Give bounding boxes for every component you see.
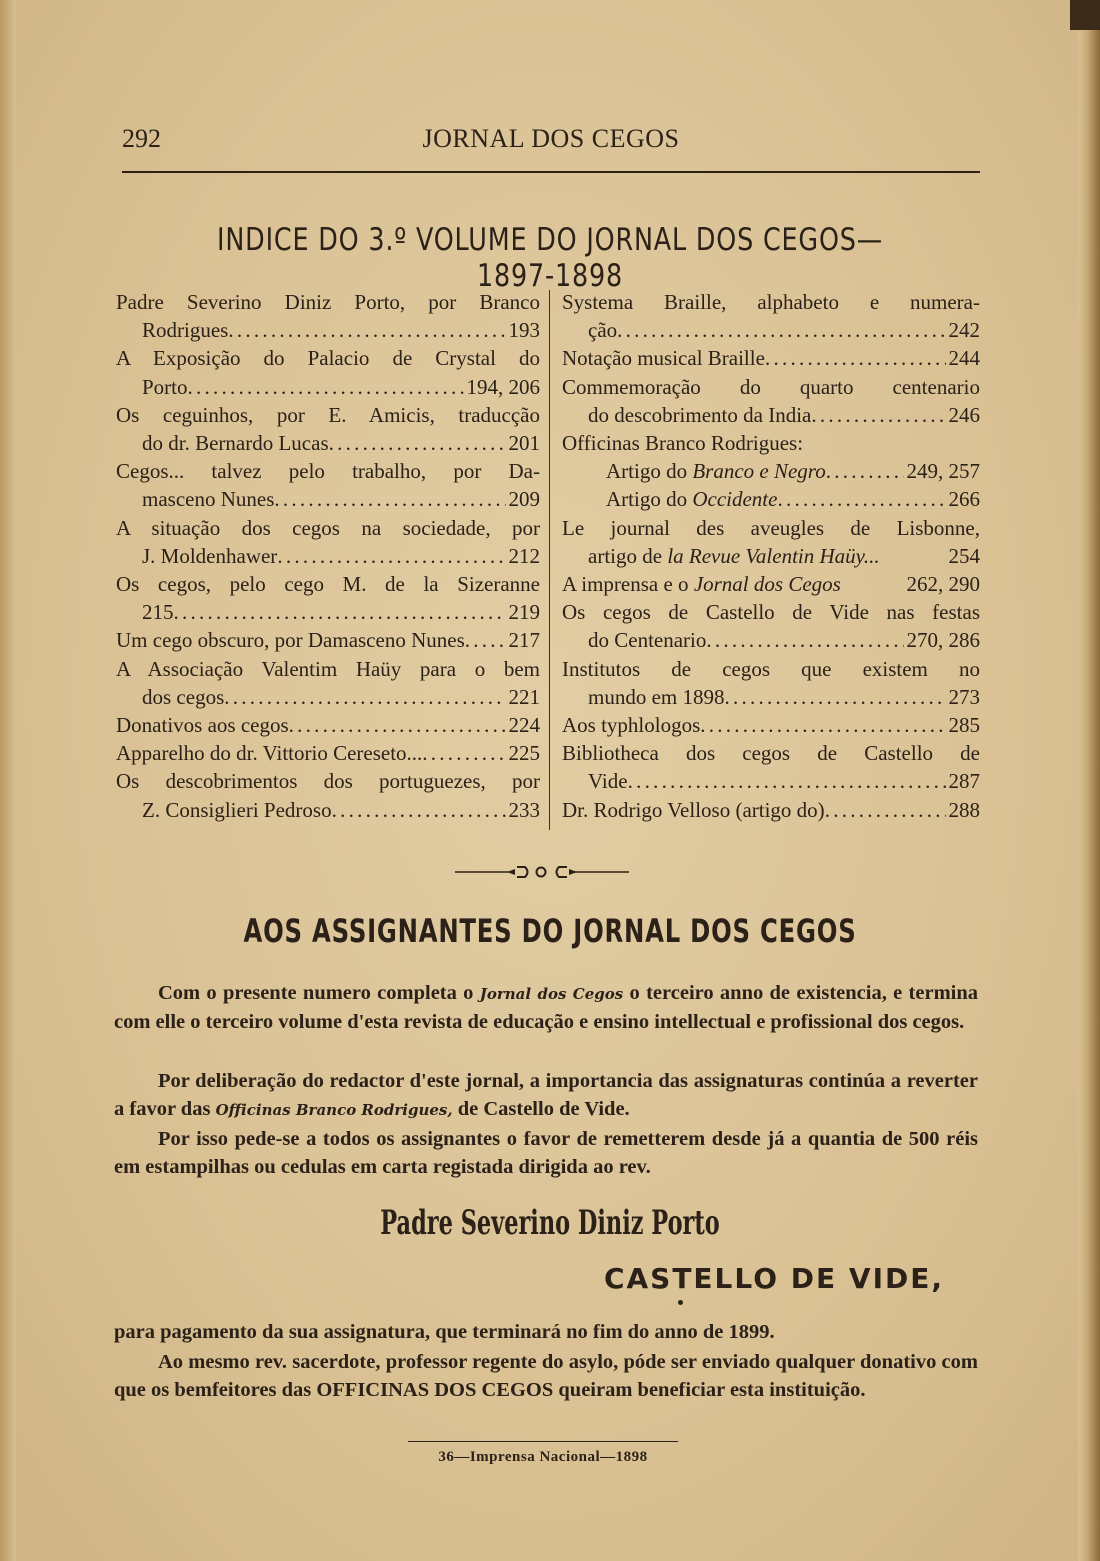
page-ref: 221 [508, 684, 540, 709]
notice-title: AOS ASSIGNANTES DO JORNAL DOS CEGOS [243, 912, 857, 950]
addressee-name: Padre Severino Diniz Porto [380, 1203, 720, 1243]
page-ref: 193 [508, 318, 540, 343]
entry-italic-title: Branco e Negro [692, 459, 826, 484]
print-mark [678, 1300, 683, 1305]
page-edge-right [1078, 0, 1100, 1561]
entry-line: Donativos aos cegos [116, 713, 289, 738]
entry-line: Officinas Branco Rodrigues: [562, 431, 804, 456]
index-entry [116, 401, 540, 457]
entry-line: Os descobrimentos dos portuguezes, por [116, 769, 540, 794]
dot-leader [277, 542, 505, 570]
page-ref: 217 [508, 628, 540, 653]
entry-line: do dr. Bernardo Lucas [142, 431, 329, 456]
entry-line: Dr. Rodrigo Velloso (artigo do) [562, 797, 825, 822]
page-ref: 225 [508, 741, 540, 766]
entry-italic-title: la Revue Valentin Haüy... [667, 543, 880, 568]
page-ref: 249, 257 [906, 459, 980, 484]
entry-line: Cegos... talvez pelo trabalho, por Da- [116, 459, 540, 484]
entry-line: A Exposição do Palacio de Crystal do [116, 346, 540, 371]
paragraph-text: Com o presente numero completa o [158, 982, 480, 1004]
entry-line: Os ceguinhos, por E. Amicis, traducção [116, 402, 540, 427]
paragraph-text: o terceiro anno de existencia, e termina com elle o terceiro volume d'esta revista de educação e ensino intellectual e profissional dos cegos. [114, 982, 978, 1033]
dot-leader [825, 796, 946, 824]
index-entry [562, 288, 980, 344]
paragraph-text: de Castello de Vide. [452, 1098, 630, 1120]
index-entry [562, 711, 980, 739]
page-ref: 254 [948, 543, 980, 568]
index-entry [116, 514, 540, 570]
notice-paragraph [114, 979, 978, 1036]
entry-line: do descobrimento da India [588, 402, 812, 427]
notice-paragraph [114, 1067, 978, 1124]
page-ref: 266 [948, 487, 980, 512]
journal-title-italic: Jornal dos Cegos [479, 985, 624, 1003]
dot-leader [617, 316, 945, 344]
ornament-divider [455, 862, 629, 882]
notice-paragraph: Por isso pede-se a todos os assignantes o favor de remetterem desde já a quantia de 500 réis em estampilhas ou cedulas em carta registada dirigida ao rev. [114, 1128, 978, 1178]
entry-line: A Associação Valentim Haüy para o bem [116, 656, 540, 681]
index-entry [562, 796, 980, 824]
entry-line: Padre Severino Diniz Porto, por Branco [116, 290, 540, 314]
page-ref: 285 [948, 713, 980, 738]
index-entry [116, 626, 540, 654]
entry-text: A imprensa e o [562, 572, 694, 597]
index-entry [562, 514, 980, 570]
dot-leader [224, 683, 505, 711]
page-number: 292 [122, 124, 161, 153]
page-ref: 224 [508, 713, 540, 738]
entry-line: do Centenario [588, 628, 707, 653]
dot-leader [765, 344, 946, 372]
paragraph-text: Por deliberação do redactor d'este jornal, a importancia das assignaturas continúa a reverter a favor das [114, 1070, 978, 1120]
dot-leader [329, 429, 506, 457]
index-right-column [562, 288, 980, 824]
index-entry [116, 655, 540, 711]
index-entry [562, 373, 980, 429]
entry-line: Commemoração do quarto centenario [562, 374, 980, 399]
index-entry [116, 570, 540, 626]
dot-leader [725, 683, 946, 711]
page-corner [1070, 0, 1100, 30]
dot-leader [811, 401, 945, 429]
dot-leader [228, 316, 505, 344]
page-ref: 201 [508, 431, 540, 456]
dot-leader [777, 485, 945, 513]
entry-text: artigo de [588, 543, 668, 568]
page-edge-left [0, 0, 16, 1561]
entry-line: mundo em 1898 [588, 684, 725, 709]
officinas-italic: Officinas Branco Rodrigues, [215, 1101, 453, 1119]
entry-line: Os cegos, pelo cego M. de la Sizeranne [116, 572, 540, 597]
index-entry [116, 767, 540, 823]
entry-line: Institutos de cegos que existem no [562, 656, 980, 681]
running-head [122, 124, 980, 158]
entry-line: Os cegos de Castello de Vide nas festas [562, 600, 980, 625]
entry-text: Artigo do [606, 487, 693, 512]
page-ref: 270, 286 [906, 628, 980, 653]
dot-leader [188, 373, 464, 401]
dot-leader [706, 626, 903, 654]
page-ref: 219 [508, 600, 540, 625]
page-ref: 233 [508, 797, 540, 822]
index-entry [116, 288, 540, 344]
index-entry [562, 739, 980, 795]
index-entry [116, 457, 540, 513]
page-ref: 244 [948, 346, 980, 371]
entry-line: 215 [142, 600, 174, 625]
index-entry [562, 570, 980, 598]
imprint-line: 36—Imprensa Nacional—1898 [438, 1449, 648, 1465]
index-entry [562, 344, 980, 372]
addressee-city: CASTELLO DE VIDE, [603, 1262, 944, 1295]
entry-line: Aos typhlologos [562, 713, 701, 738]
entry-line: Le journal des aveugles de Lisbonne, [562, 515, 980, 540]
dot-leader [422, 739, 505, 767]
index-entry [116, 739, 540, 767]
entry-line: Um cego obscuro, por Damasceno Nunes [116, 628, 465, 653]
entry-italic-title: Occidente [692, 487, 778, 512]
entry-line: Z. Consiglieri Pedroso [142, 797, 332, 822]
page-ref: 242 [948, 318, 980, 343]
page-ref: 246 [948, 402, 980, 427]
index-subentry [562, 485, 980, 513]
header-rule [122, 171, 980, 173]
page-ref: 194, 206 [466, 374, 540, 399]
page-ref: 212 [508, 543, 540, 568]
entry-line: dos cegos [142, 684, 225, 709]
entry-line: J. Moldenhawer [142, 543, 278, 568]
column-divider [549, 290, 550, 830]
page-ref: 273 [948, 684, 980, 709]
index-left-column [116, 288, 540, 824]
entry-line: Vide [588, 769, 628, 794]
page-ref: 262, 290 [906, 572, 980, 597]
footer-rule [408, 1441, 678, 1442]
index-subentry [562, 457, 980, 485]
notice-paragraph: Ao mesmo rev. sacerdote, professor regente do asylo, póde ser enviado qualquer donativo com que os bemfeitores das OFFICINAS DOS CEGOS queiram beneficiar esta instituição. [114, 1351, 978, 1401]
index-entry [116, 711, 540, 739]
entry-line: Notação musical Braille [562, 346, 765, 371]
dot-leader [700, 711, 945, 739]
entry-line: Bibliotheca dos cegos de Castello de [562, 741, 980, 766]
entry-line: ção [588, 318, 618, 343]
page-ref: 288 [948, 797, 980, 822]
entry-line: Systema Braille, alphabeto e numera- [562, 290, 980, 314]
entry-text: Artigo do [606, 459, 693, 484]
entry-line: Apparelho do dr. Vittorio Cereseto... [116, 741, 423, 766]
entry-line: A situação dos cegos na sociedade, por [116, 515, 540, 540]
index-entry [562, 429, 980, 457]
entry-line: Porto [142, 374, 188, 399]
notice-paragraph: para pagamento da sua assignatura, que terminará no fim do anno de 1899. [114, 1321, 775, 1343]
entry-line: masceno Nunes [142, 487, 275, 512]
dot-leader [332, 796, 506, 824]
page-ref: 209 [508, 487, 540, 512]
index-entry [562, 598, 980, 654]
entry-italic-title: Jornal dos Cegos [693, 572, 841, 597]
journal-name: JORNAL DOS CEGOS [422, 124, 680, 153]
entry-line: Rodrigues [142, 318, 229, 343]
page-ref: 287 [948, 769, 980, 794]
dot-leader [628, 767, 946, 795]
index-entry [562, 655, 980, 711]
dot-leader [465, 626, 506, 654]
dot-leader [174, 598, 506, 626]
dot-leader [274, 485, 505, 513]
dot-leader [289, 711, 506, 739]
index-title: INDICE DO 3.º VOLUME DO JORNAL DOS CEGOS—1897-1898 [217, 222, 883, 294]
dot-leader [826, 457, 904, 485]
index-entry [116, 344, 540, 400]
